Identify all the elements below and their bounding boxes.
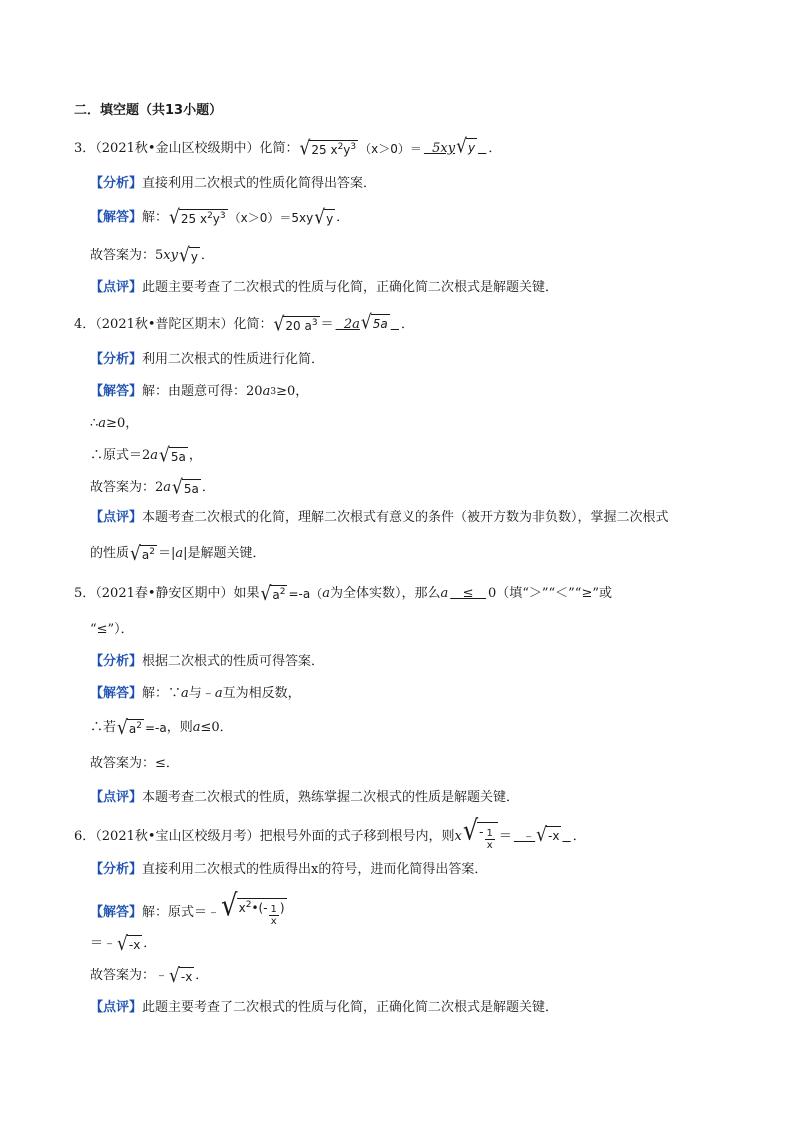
- q6-step-2: ＝﹣ √ -x ．: [90, 932, 157, 956]
- question-5-stem-l2: “≤”）．: [90, 622, 134, 637]
- q4-answer-blank: 2a √ 5a: [335, 311, 388, 335]
- q4-analysis: 【分析】 利用二次根式的性质进行化简．: [90, 352, 325, 367]
- question-4-stem: 4．（2021秋•普陀区期末）化简： √ 20 $a^3$ ＝ 2a √ 5a ．: [74, 311, 414, 336]
- q5-analysis: 【分析】 根据二次根式的性质可得答案．: [90, 654, 325, 669]
- q3-comment: 【点评】 此题主要考查了二次根式的性质与化简，正确化简二次根式是解题关键．: [90, 278, 558, 298]
- section-title: 二．填空题（共13小题）: [74, 103, 223, 118]
- q3-condition: （x＞0）＝: [359, 141, 422, 156]
- q5-comment: 【点评】 本题考查二次根式的性质，熟练掌握二次根式的性质是解题关键．: [90, 790, 520, 805]
- comment-label: 【点评】: [90, 280, 143, 295]
- q4-step-3: ∴原式＝2 a √ 5a ，: [90, 444, 202, 468]
- q6-comment: 【点评】 此题主要考查了二次根式的性质与化简，正确化简二次根式是解题关键．: [90, 1000, 559, 1015]
- q5-answer-blank: ≤: [450, 586, 486, 601]
- q4-comment-l2: 的性质 √ $a^2$ ＝| a |是解题关键．: [90, 542, 266, 566]
- q3-stem-prefix: 3．（2021秋•金山区校级期中）化简：: [74, 140, 299, 156]
- q4-comment-l1: 【点评】 本题考查二次根式的化简，理解二次根式有意义的条件（被开方数为非负数），掌握二次根式: [90, 510, 669, 525]
- q6-answer-blank: ﹣ √ -x: [513, 823, 560, 847]
- analysis-label: 【分析】: [90, 176, 143, 191]
- q4-final-answer: 故答案为：2 a √ 5a ．: [90, 476, 215, 500]
- question-5-stem-l1: 5．（2021春•静安区期中）如果 √ $a^2$ =-a（ a 为全体实数），那么 a ≤ 0（填“＞”“＜”“≥”或: [74, 582, 612, 606]
- q3-answer-blank: 5xy √ y: [423, 135, 476, 159]
- question-3-stem: 3．（2021秋•金山区校级期中）化简： √ 25 $x^2y^3$ （x＞0）＝ 5xy √ y ．: [74, 135, 502, 160]
- q4-solution: 【解答】 解：由题意可得：20 a 3 ≥0，: [90, 384, 309, 399]
- q3-analysis: 【分析】 直接利用二次根式的性质化简得出答案．: [90, 174, 376, 194]
- solution-label: 【解答】: [90, 210, 143, 225]
- q5-final-answer: 故答案为：≤．: [90, 756, 179, 771]
- q5-solution: 【解答】 解：∵ a 与﹣ a 互为相反数，: [90, 686, 301, 701]
- question-6-stem: 6．（2021秋•宝山区校级月考）把根号外面的式子移到根号内，则 x √ - $\frac{1}{x}$ ＝ ﹣ √ -x ．: [74, 814, 586, 851]
- q5-step-2: ∴若 √ $a^2$ =-a ，则 a ≤0．: [90, 716, 233, 740]
- q6-final-answer: 故答案为：﹣ √ -x ．: [90, 964, 209, 988]
- q3-final-answer: 故答案为：5 xy √ y ．: [90, 244, 214, 268]
- q6-analysis: 【分析】 直接利用二次根式的性质得出x的符号，进而化简得出答案．: [90, 862, 488, 877]
- q4-step-2: ∴ a ≥0，: [90, 416, 139, 431]
- radical-symbol: √ 25 $x^2y^3$: [299, 137, 357, 160]
- q3-solution: 【解答】 解： √ 25 $x^2y^3$ （x＞0）＝5xy √ y ．: [90, 206, 350, 230]
- q6-solution: 【解答】 解：原式＝﹣ √ $x^2•(-$ $\frac{1}{x}$ ): [90, 888, 285, 927]
